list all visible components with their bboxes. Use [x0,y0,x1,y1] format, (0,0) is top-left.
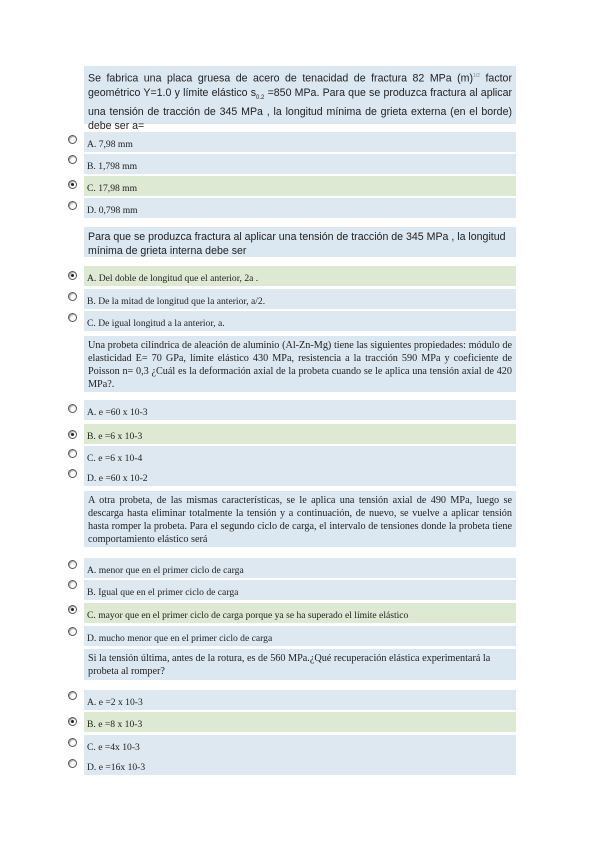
q4-option-d-radio[interactable] [68,627,77,636]
q5-option-d-radio[interactable] [68,759,77,768]
q5-option-d[interactable]: D. e =16x 10-3 [84,755,516,775]
q5-option-b-radio[interactable] [68,717,77,726]
selected-dot-icon [71,274,74,277]
question-4-text: A otra probeta, de las mismas características, se le aplica una tensión axial de 490 MPa, luego se descarga hasta eliminar totalmente la tensión y a continuación, de nuevo, se vuelve a aplicar tensión hasta romper la probeta. Para el segundo ciclo de carga, el intervalo de tensiones donde la probeta tiene comportamiento elástico será [84,491,516,547]
q5-option-a-radio[interactable] [68,691,77,700]
q4-option-d[interactable]: D. mucho menor que en el primer ciclo de carga [84,626,516,646]
q1-option-c[interactable]: C. 17,98 mm [84,176,516,196]
q2-option-a[interactable]: A. Del doble de longitud que el anterior, 2a . [84,266,516,286]
q3-option-a-radio[interactable] [68,404,77,413]
question-1-text: Se fabrica una placa gruesa de acero de tenacidad de fractura 82 MPa $(m)^{1/2}$ factor geométrico Y=1.0 y límite elástico $s_{0.2} =850$ MPa. Para que se produzca fractura al aplicar una tensión de tracción de 345 MPa , la longitud mínima de grieta externa (en el borde) debe ser a= [84,66,516,124]
q2-option-b[interactable]: B. De la mitad de longitud que la anterior, a/2. [84,289,516,309]
q5-option-c-radio[interactable] [68,738,77,747]
q5-option-c[interactable]: C. e =4x 10-3 [84,735,516,755]
question-2-text: Para que se produzca fractura al aplicar una tensión de tracción de 345 MPa , la longitud mínima de grieta interna debe ser [84,227,516,257]
q4-option-b[interactable]: B. Igual que en el primer ciclo de carga [84,580,516,600]
q3-option-a[interactable]: A. e =60 x 10-3 [84,400,516,420]
q1-option-a-radio[interactable] [68,135,77,144]
q3-option-c-radio[interactable] [68,449,77,458]
q4-option-a-radio[interactable] [68,560,77,569]
q4-option-c[interactable]: C. mayor que en el primer ciclo de carga porque ya se ha superado el límite elástico [84,603,516,623]
q4-option-c-radio[interactable] [68,605,77,614]
q1-option-d-radio[interactable] [68,201,77,210]
selected-dot-icon [71,183,74,186]
q3-option-d-radio[interactable] [68,469,77,478]
question-5-text: Si la tensión última, antes de la rotura, es de 560 MPa.¿Qué recuperación elástica experimentará la probeta al romper? [84,649,516,680]
q4-option-a[interactable]: A. menor que en el primer ciclo de carga [84,558,516,578]
q5-option-b[interactable]: B. e =8 x 10-3 [84,712,516,732]
q2-option-c-radio[interactable] [68,313,77,322]
selected-dot-icon [71,433,74,436]
q2-option-c[interactable]: C. De igual longitud a la anterior, a. [84,311,516,331]
q3-option-d[interactable]: D. e =60 x 10-2 [84,466,516,486]
q4-option-b-radio[interactable] [68,580,77,589]
q2-option-b-radio[interactable] [68,292,77,301]
selected-dot-icon [71,720,74,723]
q1-option-b-radio[interactable] [68,155,77,164]
selected-dot-icon [71,608,74,611]
q5-option-a[interactable]: A. e =2 x 10-3 [84,690,516,710]
q3-option-b-radio[interactable] [68,430,77,439]
question-3-text: Una probeta cilíndrica de aleación de aluminio (Al-Zn-Mg) tiene las siguientes propiedades: módulo de elasticidad E= 70 GPa, límite elástico 430 MPa, resistencia a la tracción 590 MPa y coeficiente de Poisson n= 0,3 ¿Cuál es la deformación axial de la probeta cuando se le aplica una tensión axial de 420 MPa?. [84,336,516,392]
q1-option-c-radio[interactable] [68,180,77,189]
q2-option-a-radio[interactable] [68,271,77,280]
q1-option-b[interactable]: B. 1,798 mm [84,154,516,174]
q3-option-c[interactable]: C. e =6 x 10-4 [84,446,516,466]
q1-option-a[interactable]: A. 7,98 mm [84,132,516,152]
q1-option-d[interactable]: D. 0,798 mm [84,198,516,218]
q3-option-b[interactable]: B. e =6 x 10-3 [84,424,516,444]
